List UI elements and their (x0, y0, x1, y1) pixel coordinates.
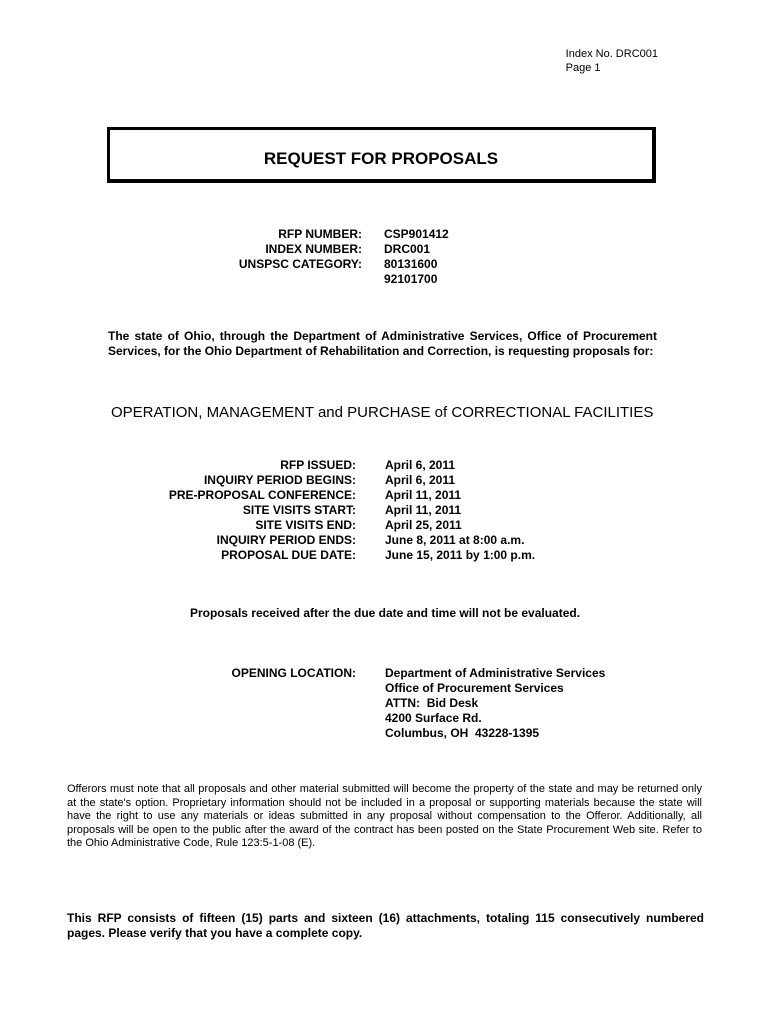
schedule-row (100, 473, 535, 488)
schedule-label: SITE VISITS START: (242, 503, 356, 517)
address-line: Columbus, OH 43228-1395 (385, 726, 540, 740)
schedule-row (100, 503, 535, 518)
address-line: Department of Administrative Services (385, 666, 606, 680)
rfp-info-value: 92101700 (384, 272, 438, 286)
page-number: Page 1 (565, 62, 601, 74)
schedule-label: INQUIRY PERIOD ENDS: (216, 533, 356, 547)
schedule-value: June 8, 2011 at 8:00 a.m. (385, 533, 525, 547)
opening-location-block (100, 666, 605, 741)
schedule-value: April 25, 2011 (385, 518, 462, 532)
offeror-notice: Offerors must note that all proposals and other material submitted will become the property of the state and may be returned only at the state's option. Proprietary information should not be included in a proposal or supporting materials because the state will have the right to use any materials or ideas submitted in any proposal without compensation to the Offeror. Additionally, all proposals will be open to the public after the award of the contract has been posted on the State Procurement Web site. Refer to the Ohio Administrative Code, Rule 123:5-1-08 (E). (67, 783, 702, 849)
schedule-label: SITE VISITS END: (255, 518, 356, 532)
schedule-value: April 11, 2011 (385, 488, 462, 502)
address-line: Office of Procurement Services (385, 681, 564, 695)
rfp-info (150, 227, 449, 287)
rfp-info-value: CSP901412 (384, 227, 449, 241)
rfp-info-row (150, 257, 449, 272)
schedule-label: RFP ISSUED: (280, 458, 356, 472)
rfp-info-value: DRC001 (384, 242, 431, 256)
schedule-label: INQUIRY PERIOD BEGINS: (203, 473, 356, 487)
rfp-info-label: RFP NUMBER: (278, 227, 362, 241)
schedule-value: April 6, 2011 (385, 458, 456, 472)
rfp-info-row (150, 227, 449, 242)
rfp-info-label: INDEX NUMBER: (265, 242, 362, 256)
schedule-row (100, 548, 535, 563)
schedule-value: April 11, 2011 (385, 503, 462, 517)
late-proposal-warning: Proposals received after the due date and time will not be evaluated. (189, 606, 581, 620)
schedule-row (100, 488, 535, 503)
schedule-row (100, 458, 535, 473)
intro-paragraph: The state of Ohio, through the Department of Administrative Services, Office of Procurement Services, for the Ohio Department of Rehabilitation and Correction, is requesting proposals for: (108, 329, 657, 358)
title-box (107, 127, 656, 183)
schedule-label: PROPOSAL DUE DATE: (221, 548, 356, 562)
rfp-info-label: UNSPSC CATEGORY: (238, 257, 362, 271)
rfp-info-value: 80131600 (384, 257, 438, 271)
rfp-info-row (150, 242, 449, 257)
page-header (566, 47, 658, 75)
opening-location (100, 666, 605, 741)
address-line: ATTN: Bid Desk (385, 696, 479, 710)
schedule-label: PRE-PROPOSAL CONFERENCE: (168, 488, 356, 502)
opening-location-address (385, 666, 605, 741)
project-title: OPERATION, MANAGEMENT and PURCHASE of CORRECTIONAL FACILITIES (111, 404, 654, 421)
schedule-row (100, 533, 535, 548)
address-line: 4200 Surface Rd. (385, 711, 482, 725)
schedule-value: June 15, 2011 by 1:00 p.m. (385, 548, 536, 562)
opening-location-label: OPENING LOCATION: (231, 666, 356, 680)
schedule-row (100, 518, 535, 533)
rfp-info-row (150, 272, 449, 287)
completeness-notice: This RFP consists of fifteen (15) parts and sixteen (16) attachments, totaling 115 consecutively numbered pages. Please verify that you have a complete copy. (67, 911, 704, 940)
page-title: REQUEST FOR PROPOSALS (263, 149, 499, 168)
schedule (100, 458, 535, 563)
index-number: Index No. DRC001 (565, 48, 658, 60)
schedule-value: April 6, 2011 (385, 473, 456, 487)
rfp-info-label (150, 272, 362, 287)
